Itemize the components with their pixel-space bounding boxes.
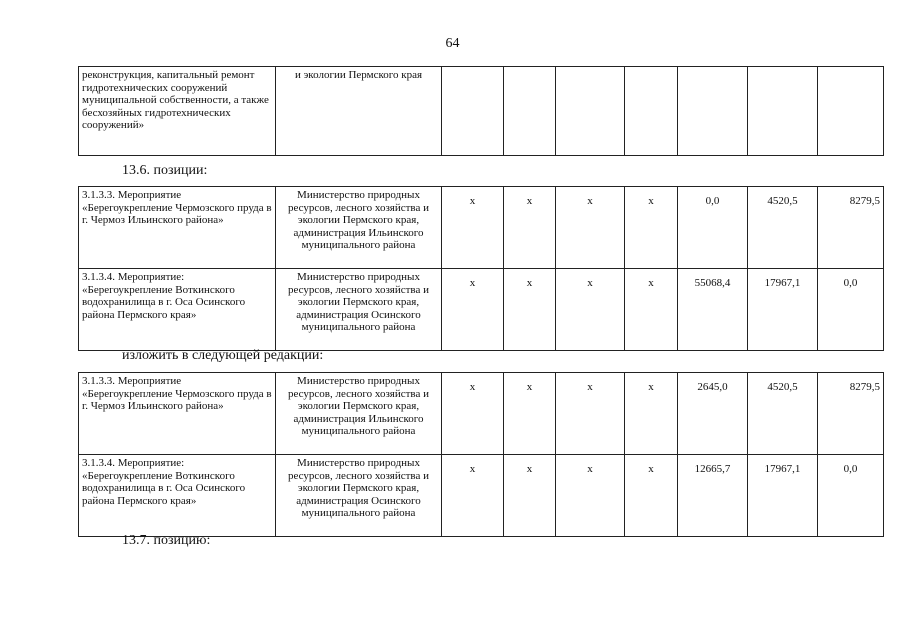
cell-empty xyxy=(818,67,884,156)
cell-empty xyxy=(678,67,748,156)
cell-x: х xyxy=(556,269,625,351)
cell-x: х xyxy=(442,455,504,537)
cell-x: х xyxy=(556,187,625,269)
cell-x: х xyxy=(504,373,556,455)
cell-value: 17967,1 xyxy=(748,455,818,537)
cell-value: 17967,1 xyxy=(748,269,818,351)
cell-x: х xyxy=(625,373,678,455)
cell-empty xyxy=(625,67,678,156)
cell-org: Министерство природных ресурсов, лесного хозяйства и экологии Пермского края, администрация Ильинского муниципального района xyxy=(276,187,442,269)
cell-org: и экологии Пермского края xyxy=(276,67,442,156)
cell-x: х xyxy=(625,455,678,537)
cell-x: х xyxy=(556,455,625,537)
cell-value: 55068,4 xyxy=(678,269,748,351)
table-row xyxy=(79,187,884,269)
cell-x: х xyxy=(442,373,504,455)
cell-name: 3.1.3.3. Мероприятие «Берегоукрепление Чермозского пруда в г. Чермоз Ильинского района» xyxy=(79,373,276,455)
cell-value: 8279,5 xyxy=(818,373,884,455)
cell-name: 3.1.3.4. Мероприятие: «Берегоукрепление Воткинского водохранилища в г. Оса Осинского района Пермского края» xyxy=(79,455,276,537)
cell-org: Министерство природных ресурсов, лесного хозяйства и экологии Пермского края, администрация Осинского муниципального района xyxy=(276,455,442,537)
cell-x: х xyxy=(504,455,556,537)
cell-x: х xyxy=(504,269,556,351)
cell-value: 4520,5 xyxy=(748,187,818,269)
cell-value: 0,0 xyxy=(678,187,748,269)
table-row xyxy=(79,269,884,351)
cell-value: 4520,5 xyxy=(748,373,818,455)
section-heading-13-7: 13.7. позицию: xyxy=(122,533,211,548)
cell-value: 0,0 xyxy=(818,455,884,537)
cell-empty xyxy=(556,67,625,156)
page-number: 64 xyxy=(445,36,460,51)
cell-x: х xyxy=(556,373,625,455)
section-heading-new-edition: изложить в следующей редакции: xyxy=(122,348,324,363)
cell-x: х xyxy=(625,269,678,351)
cell-org: Министерство природных ресурсов, лесного хозяйства и экологии Пермского края, администрация Ильинского муниципального района xyxy=(276,373,442,455)
cell-value: 0,0 xyxy=(818,269,884,351)
table-row xyxy=(79,455,884,537)
table-old-positions xyxy=(78,186,884,351)
cell-empty xyxy=(748,67,818,156)
cell-name: 3.1.3.4. Мероприятие: «Берегоукрепление Воткинского водохранилища в г. Оса Осинского района Пермского края» xyxy=(79,269,276,351)
cell-value: 2645,0 xyxy=(678,373,748,455)
cell-name: 3.1.3.3. Мероприятие «Берегоукрепление Чермозского пруда в г. Чермоз Ильинского района» xyxy=(79,187,276,269)
cell-empty xyxy=(442,67,504,156)
table-fragment-top xyxy=(78,66,884,156)
cell-value: 12665,7 xyxy=(678,455,748,537)
cell-empty xyxy=(504,67,556,156)
cell-x: х xyxy=(504,187,556,269)
table-new-edition xyxy=(78,372,884,537)
cell-org: Министерство природных ресурсов, лесного хозяйства и экологии Пермского края, администрация Осинского муниципального района xyxy=(276,269,442,351)
section-heading-13-6: 13.6. позиции: xyxy=(122,163,208,178)
table-row xyxy=(79,373,884,455)
cell-value: 8279,5 xyxy=(818,187,884,269)
table-row xyxy=(79,67,884,156)
cell-x: х xyxy=(625,187,678,269)
cell-x: х xyxy=(442,187,504,269)
cell-x: х xyxy=(442,269,504,351)
cell-name: реконструкция, капитальный ремонт гидротехнических сооружений муниципальной собственности, а также бесхозяйных гидротехнических сооружений» xyxy=(79,67,276,156)
